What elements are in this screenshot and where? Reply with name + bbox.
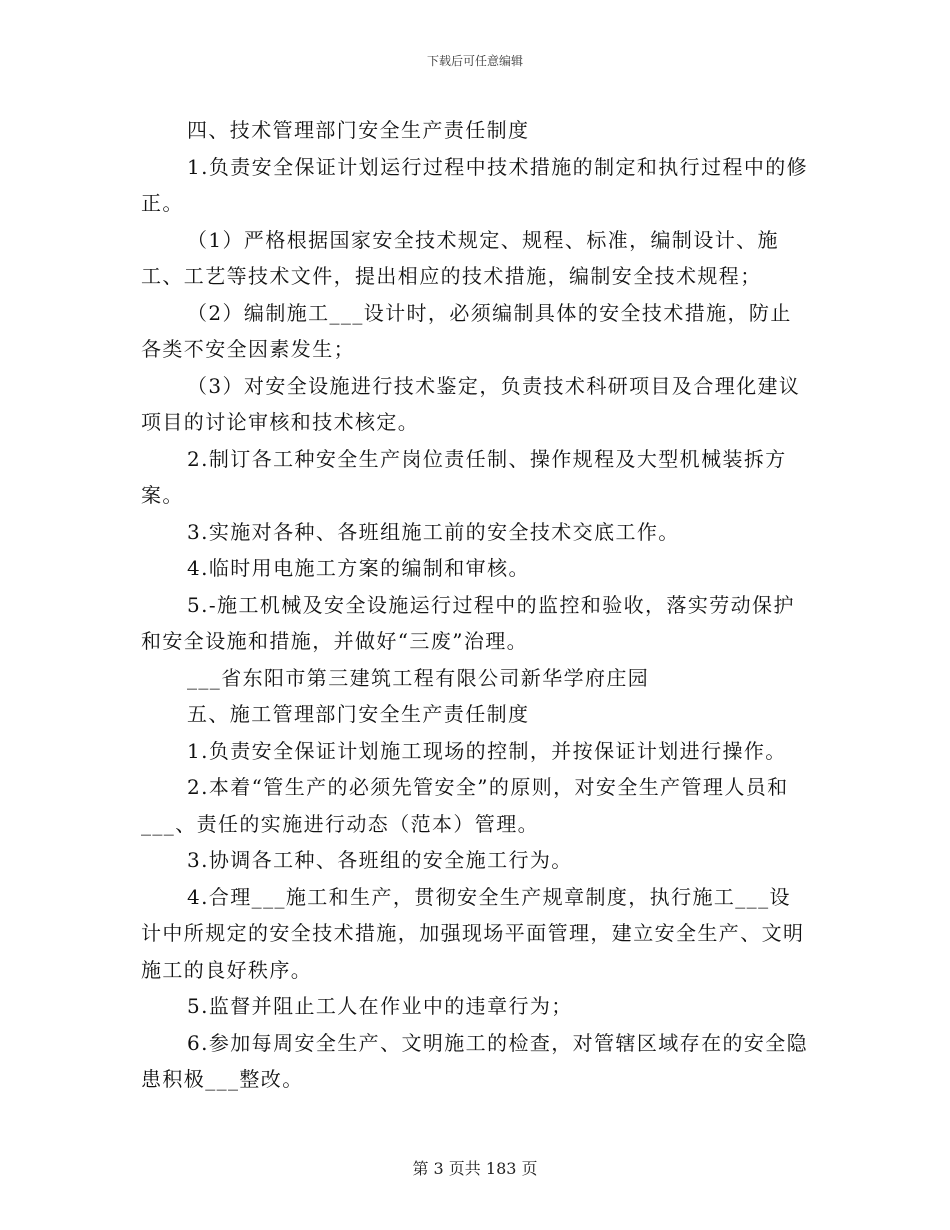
- paragraph: 4.合理___施工和生产，贯彻安全生产规章制度，执行施工___设计中所规定的安全技术措施，加强现场平面管理，建立安全生产、文明施工的良好秩序。: [141, 884, 805, 982]
- paragraph: 1.负责安全保证计划运行过程中技术措施的制定和执行过程中的修正。: [141, 154, 809, 215]
- paragraph: （3）对安全设施进行技术鉴定，负责技术科研项目及合理化建议项目的讨论审核和技术核定。: [141, 373, 801, 434]
- page-header: 下载后可任意编辑: [426, 54, 523, 68]
- paragraph: （2）编制施工___设计时，必须编制具体的安全技术措施，防止各类不安全因素发生；: [141, 300, 792, 361]
- document-body: [141, 112, 809, 1098]
- paragraph: 4.临时用电施工方案的编制和审核。: [187, 556, 530, 580]
- paragraph: 3.协调各工种、各班组的安全施工行为。: [187, 848, 573, 872]
- paragraph: 5.监督并阻止工人在作业中的违章行为；: [187, 994, 573, 1018]
- paragraph: 5.-施工机械及安全设施运行过程中的监控和验收，落实劳动保护和安全设施和措施，并做好“三废”治理。: [141, 592, 795, 653]
- paragraph: 2.制订各工种安全生产岗位责任制、操作规程及大型机械装拆方案。: [141, 446, 787, 507]
- company-line: ___省东阳市第三建筑工程有限公司新华学府庄园: [187, 665, 650, 690]
- paragraph: 2.本着“管生产的必须先管安全”的原则，对安全生产管理人员和___、责任的实施进行动态（范本）管理。: [141, 775, 789, 836]
- paragraph: 3.实施对各种、各班组施工前的安全技术交底工作。: [187, 519, 680, 544]
- paragraph: 6.参加每周安全生产、文明施工的检查，对管辖区域存在的安全隐患积极___整改。: [141, 1030, 809, 1091]
- paragraph: （1）严格根据国家安全技术规定、规程、标准，编制设计、施工、工艺等技术文件，提出相应的技术措施，编制安全技术规程；: [141, 227, 779, 288]
- paragraph: 1.负责安全保证计划施工现场的控制，并按保证计划进行操作。: [187, 738, 787, 763]
- section-heading-5: 五、施工管理部门安全生产责任制度: [187, 702, 530, 726]
- page-number: 第 3 页共 183 页: [412, 1159, 538, 1178]
- section-heading-4: 四、技术管理部门安全生产责任制度: [187, 118, 530, 142]
